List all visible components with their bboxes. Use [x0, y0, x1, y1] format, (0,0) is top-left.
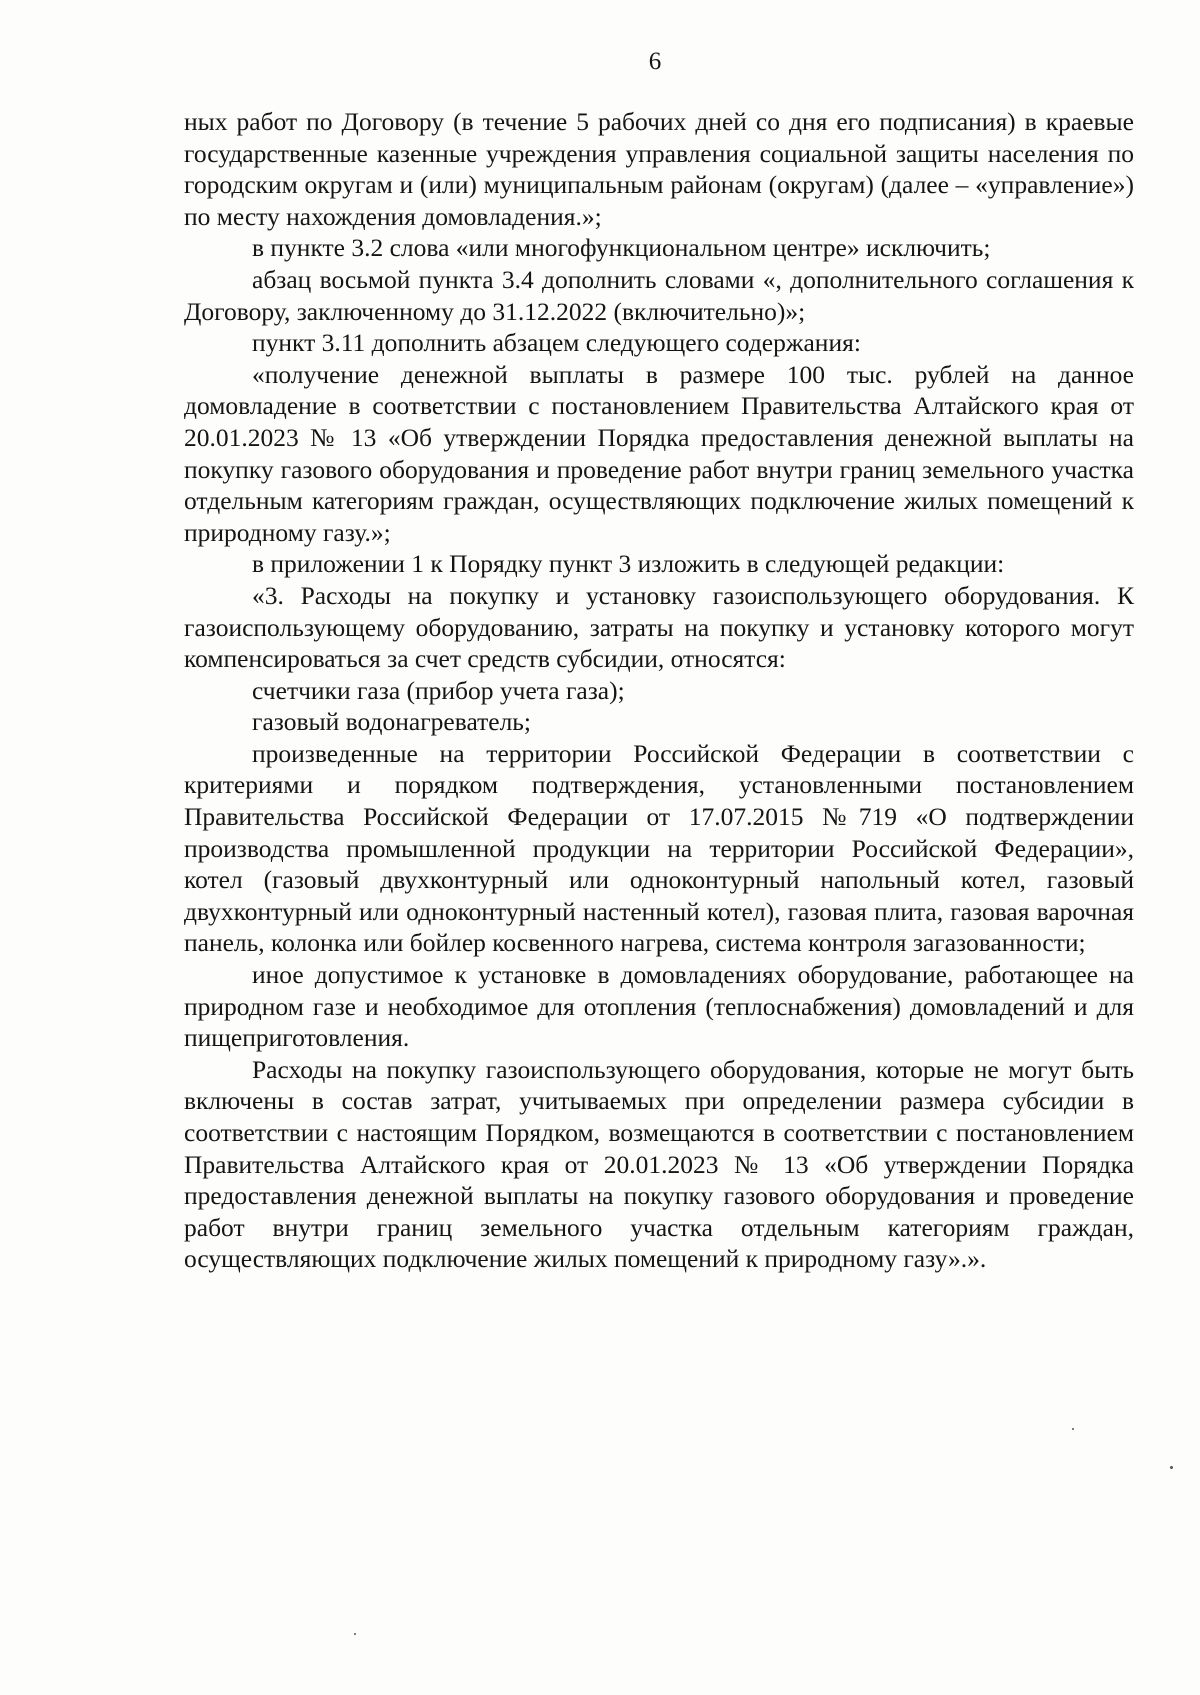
paragraph: иное допустимое к установке в домовладениях оборудование, работающее на природном газе и необходимое для отопления (теплоснабжения) домовладений и для пищеприготовления. — [184, 960, 1134, 1053]
scan-speck — [354, 1633, 356, 1635]
paragraph: Расходы на покупку газоиспользующего оборудования, которые не могут быть включены в состав затрат, учитываемых при определении размера субсидии в соответствии с настоящим Порядком, возмещаются в соответствии с постановлением Правительства Алтайского края от 20.01.2023 № 13 «Об утверждении Порядка предоставления денежной выплаты на покупку газового оборудования и проведение работ внутри границ земельного участка отдельным категориям граждан, осуществляющих подключение жилых помещений к природному газу».». — [184, 1054, 1134, 1274]
paragraph: «3. Расходы на покупку и установку газоиспользующего оборудования. К газоиспользующему оборудованию, затраты на покупку и установку которого могут компенсироваться за счет средств субсидии, относятся: — [184, 580, 1134, 674]
scan-speck — [1072, 1428, 1074, 1430]
paragraph: газовый водонагреватель; — [252, 707, 532, 737]
paragraph: произведенные на территории Российской Федерации в соответствии с критериями и порядком подтверждения, установленными постановлением Правительства Российской Федерации от 17.07.2015 №719 «О подтверждении производства промышленной продукции на территории Российской Федерации», котел (газовый двухконтурный или одноконтурный напольный котел, газовый двухконтурный или одноконтурный настенный котел), газовая плита, газовая варочная панель, колонка или бойлер косвенного нагрева, система контроля загазованности; — [184, 738, 1134, 958]
paragraph: абзац восьмой пункта 3.4 дополнить словами «, дополнительного соглашения к Договору, заключенному до 31.12.2022 (включительно)»; — [184, 264, 1134, 326]
document-body — [184, 106, 1134, 1275]
scan-speck — [1170, 1466, 1173, 1469]
paragraph: в приложении 1 к Порядку пункт 3 изложить в следующей редакции: — [252, 549, 1005, 579]
paragraph: пункт 3.11 дополнить абзацем следующего содержания: — [252, 328, 861, 358]
paragraph: «получение денежной выплаты в размере 100 тыс. рублей на данное домовладение в соответствии с постановлением Правительства Алтайского края от 20.01.2023 № 13 «Об утверждении Порядка предоставления денежной выплаты на покупку газового оборудования и проведение работ внутри границ земельного участка отдельным категориям граждан, осуществляющих подключение жилых помещений к природному газу.»; — [184, 359, 1134, 547]
paragraph: в пункте 3.2 слова «или многофункциональном центре» исключить; — [252, 233, 991, 263]
page-number: 6 — [648, 48, 662, 75]
paragraph: счетчики газа (прибор учета газа); — [252, 675, 625, 705]
paragraph-continuation: ных работ по Договору (в течение 5 рабочих дней со дня его подписания) в краевые государственные казенные учреждения управления социальной защиты населения по городским округам и (или) муниципальным районам (округам) (далее – «управление») по месту нахождения домовладения.»; — [184, 107, 1134, 231]
